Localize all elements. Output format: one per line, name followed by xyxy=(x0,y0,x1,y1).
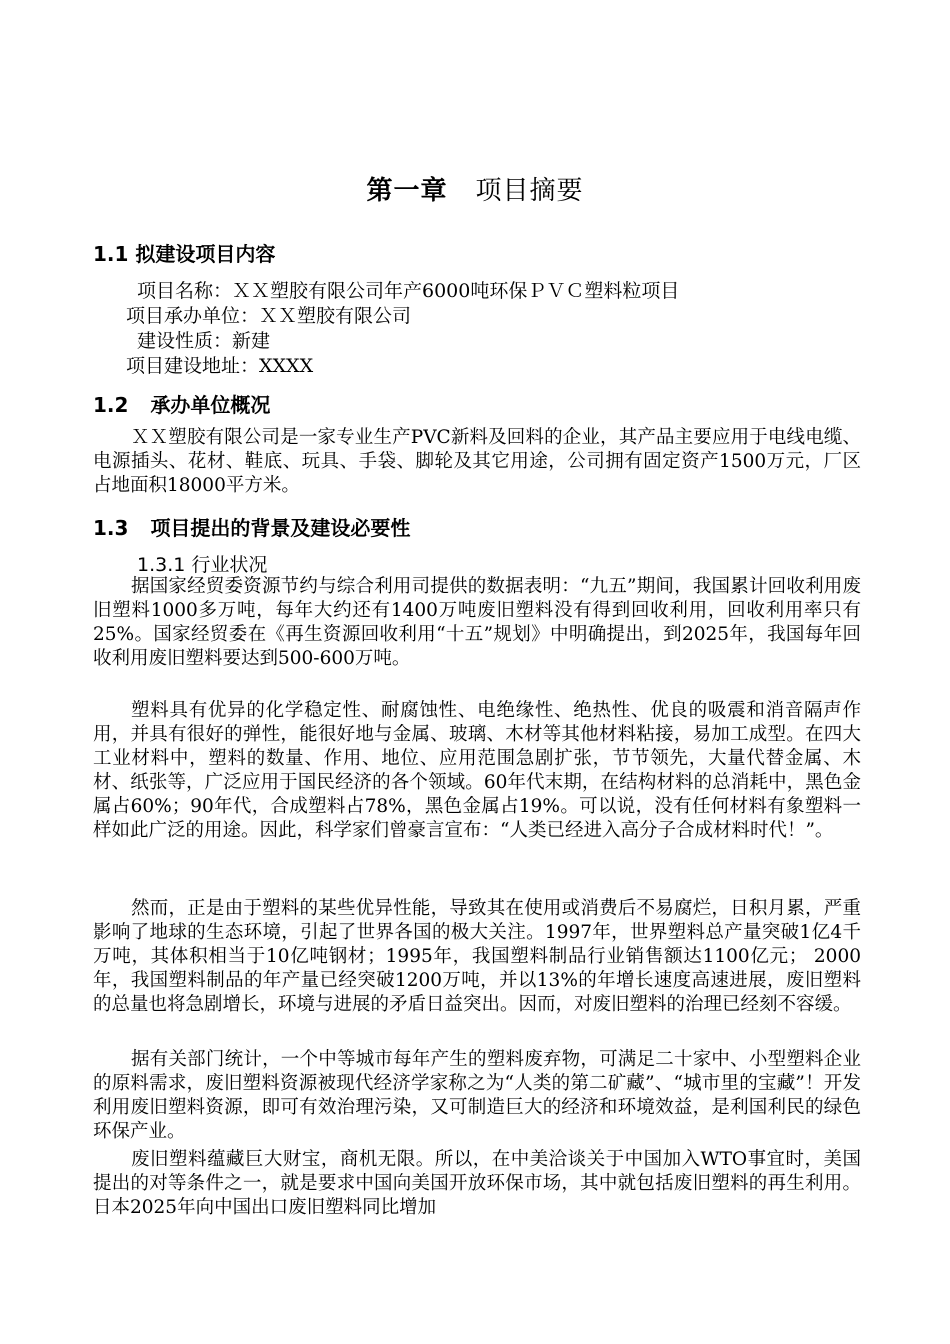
paragraph-recycling-value: 据有关部门统计，一个中等城市每年产生的塑料废弃物，可满足二十家中、小型塑料企业的原料需求，废旧塑料资源被现代经济学家称之为“人类的第二矿藏”、“城市里的宝藏”！开发利用废旧塑料资源，即可有效治理污染，又可制造巨大的经济和环境效益，是利国利民的绿色环保产业。 xyxy=(93,1049,861,1142)
section-number: 1.3 xyxy=(93,516,129,540)
project-address-line: 项目建设地址：XXXX xyxy=(126,355,314,377)
section-title: 项目提出的背景及建设必要性 xyxy=(150,516,411,540)
section-title: 承办单位概况 xyxy=(150,393,271,417)
section-heading-1-1: 1.1 拟建设项目内容 xyxy=(93,242,276,266)
subsection-heading-1-3-1: 1.3.1 行业状况 xyxy=(137,554,268,576)
paragraph-market-opportunity: 废旧塑料蕴藏巨大财宝，商机无限。所以，在中美洽谈关于中国加入WTO事宜时，美国提出的对等条件之一，就是要求中国向美国开放环保市场，其中就包括废旧塑料的再生利用。日本2025年向中国出口废旧塑料同比增加 xyxy=(93,1149,861,1218)
paragraph-plastic-properties: 塑料具有优异的化学稳定性、耐腐蚀性、电绝缘性、绝热性、优良的吸震和消音隔声作用，并具有很好的弹性，能很好地与金属、玻璃、木材等其他材料粘接，易加工成型。在四大工业材料中，塑料的数量、作用、地位、应用范围急剧扩张，节节领先，大量代替金属、木材、纸张等，广泛应用于国民经济的各个领域。60年代末期，在结构材料的总消耗中，黑色金属占60%；90年代，合成塑料占78%，黑色金属占19%。可以说，没有任何材料有象塑料一样如此广泛的用途。因此，科学家们曾豪言宣布：“人类已经进入高分子合成材料时代！”。 xyxy=(93,700,861,841)
paragraph-company-overview: ＸＸ塑胶有限公司是一家专业生产PVC新料及回料的企业，其产品主要应用于电线电缆、电源插头、花材、鞋底、玩具、手袋、脚轮及其它用途，公司拥有固定资产1500万元，厂区占地面积18000平方米。 xyxy=(93,427,861,496)
section-heading-1-2 xyxy=(93,389,270,418)
paragraph-industry-data: 据国家经贸委资源节约与综合利用司提供的数据表明：“九五”期间，我国累计回收利用废旧塑料1000多万吨，每年大约还有1400万吨废旧塑料没有得到回收利用，回收利用率只有25%。国家经贸委在《再生资源回收利用“十五”规划》中明确提出，到2025年，我国每年回收利用废旧塑料要达到500-600万吨。 xyxy=(93,576,861,669)
project-name-line: 项目名称：ＸＸ塑胶有限公司年产6000吨环保ＰＶＣ塑料粒项目 xyxy=(137,280,680,302)
paragraph-environment-impact: 然而，正是由于塑料的某些优异性能，导致其在使用或消费后不易腐烂，日积月累，严重影响了地球的生态环境，引起了世界各国的极大关注。1997年，世界塑料总产量突破1亿4千万吨，其体积相当于10亿吨钢材；1995年，我国塑料制品行业销售额达1100亿元； 2000年，我国塑料制品的年产量已经突破1200万吨，并以13%的年增长速度高速进展，废旧塑料的总量也将急剧增长，环境与进展的矛盾日益突出。因而，对废旧塑料的治理已经刻不容缓。 xyxy=(93,898,861,1015)
section-heading-1-3 xyxy=(93,512,410,541)
chapter-number: 第一章 xyxy=(366,176,448,206)
section-number: 1.2 xyxy=(93,393,129,417)
project-nature-line: 建设性质：新建 xyxy=(137,330,271,352)
chapter-title xyxy=(0,170,950,207)
chapter-subtitle: 项目摘要 xyxy=(475,176,584,206)
project-organizer-line: 项目承办单位：ＸＸ塑胶有限公司 xyxy=(126,305,412,327)
